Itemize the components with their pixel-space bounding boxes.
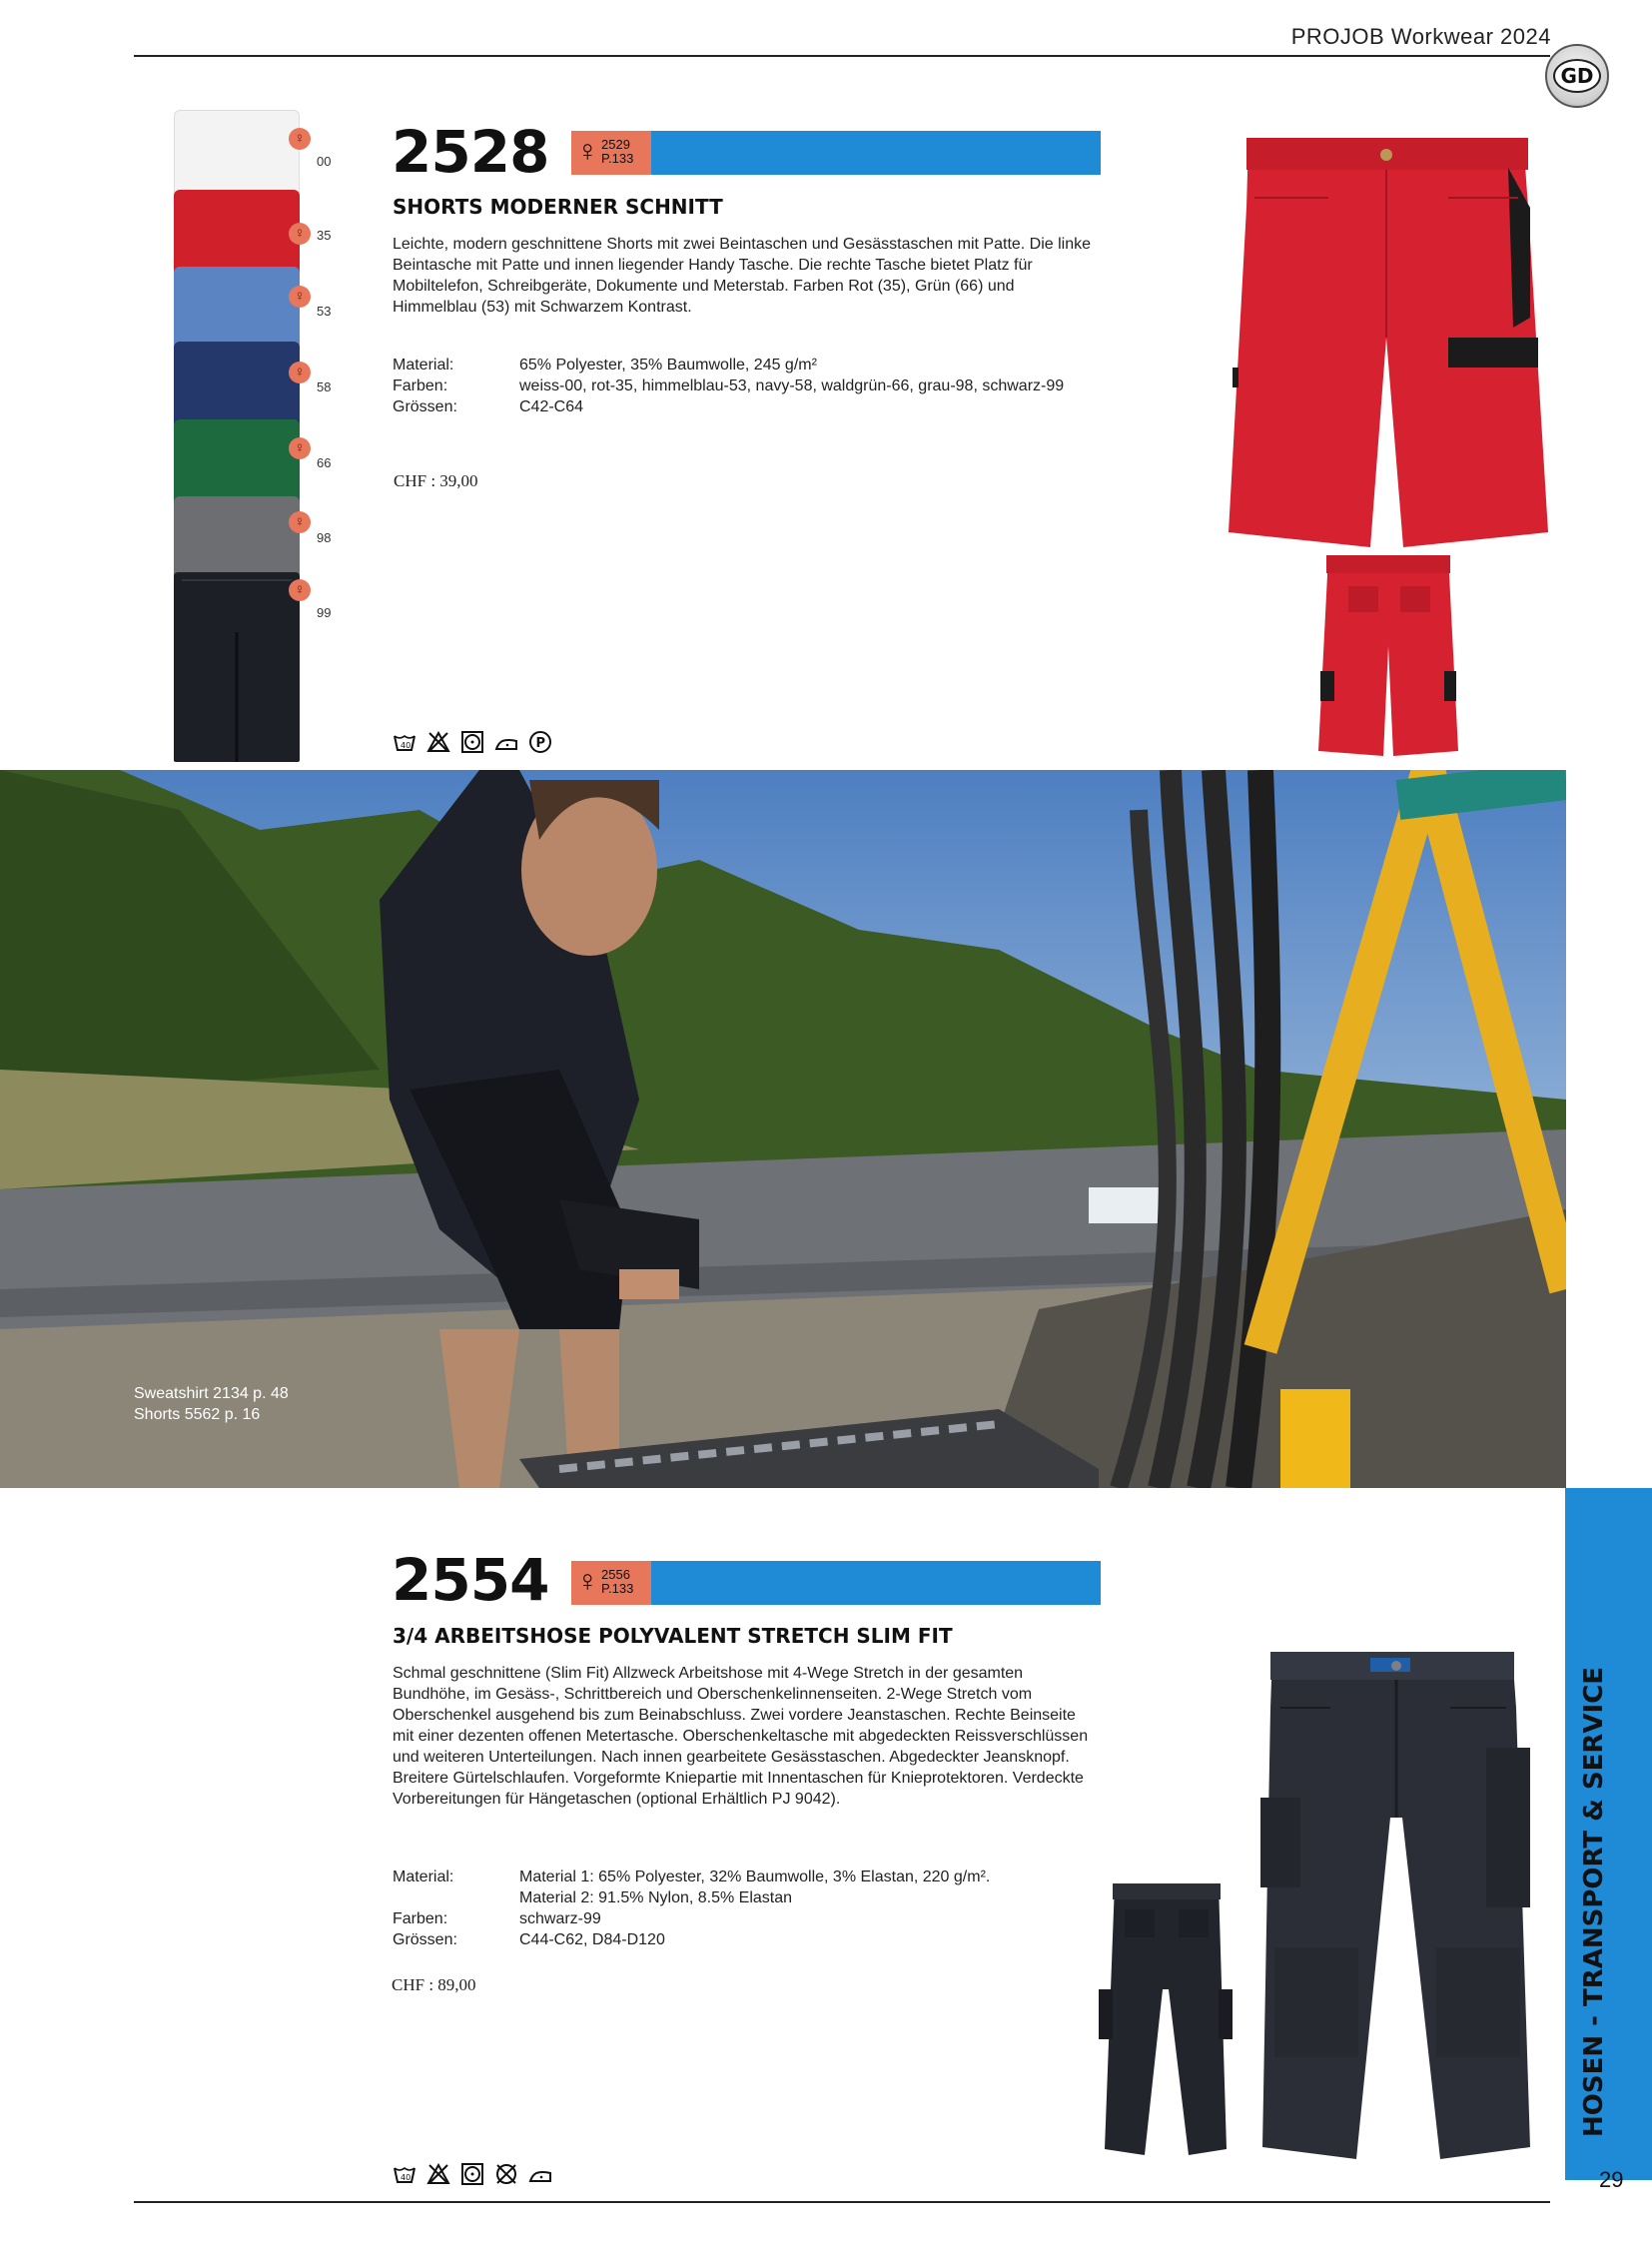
- product-title: SHORTS MODERNER SCHNITT: [393, 195, 723, 219]
- spec-row-sizes: Grössen: C42-C64: [393, 398, 584, 415]
- swatch-shorts-00: [174, 110, 300, 196]
- female-version-icon: ♀: [289, 511, 311, 533]
- swatch-code: 99: [317, 605, 332, 620]
- female-version-icon: ♀: [289, 437, 311, 459]
- product-specs: [393, 1867, 1112, 1950]
- product-description: Leichte, modern geschnittene Shorts mit zwei Beintaschen und Gesässtaschen mit Patte. Die linke Beintasche mit Patte und innen liegender Handy Tasche. Die rechte Tasche bietet Platz für Mobiltelefon, Schreibgeräte, Dokumente und Meterstab. Farben Rot (35), Grün (66) und Himmelblau (53) mit Schwarzem Kontrast.: [393, 236, 1092, 316]
- spec-row-colors: Farben: weiss-00, rot-35, himmelblau-53, navy-58, waldgrün-66, grau-98, schwarz-99: [393, 377, 1065, 394]
- professional-clean-p-icon: [528, 731, 552, 753]
- female-symbol-icon: ♀: [576, 1565, 599, 1598]
- product-title: 3/4 ARBEITSHOSE POLYVALENT STRETCH SLIM FIT: [393, 1624, 953, 1648]
- product-image-shorts-red-front: [1219, 128, 1558, 547]
- product-price: CHF : 89,00: [392, 1975, 476, 1994]
- swatch-code: 66: [317, 455, 332, 470]
- swatch-code: 53: [317, 304, 332, 319]
- spec-row-sizes: Grössen: C44-C62, D84-D120: [393, 1931, 665, 1948]
- female-version-badge: [571, 131, 651, 175]
- female-version-badge: [571, 1561, 651, 1605]
- swatch-code: 58: [317, 379, 332, 394]
- swatch-shorts-53: [174, 267, 300, 353]
- tumble-dry-icon: [460, 2163, 484, 2185]
- photo-scene: [0, 770, 1566, 1488]
- female-version-icon: ♀: [289, 286, 311, 308]
- product-price: CHF : 39,00: [394, 471, 478, 490]
- section-label: HOSEN - TRANSPORT & SERVICE: [1579, 1666, 1609, 2137]
- svg-text:40: 40: [401, 741, 412, 750]
- swatch-shorts-35: [174, 190, 300, 276]
- wash-40-icon: [393, 2163, 416, 2185]
- brand-logo: [1545, 44, 1609, 108]
- product-image-shorts-red-back: [1308, 551, 1468, 756]
- spec-row-colors: Farben: schwarz-99: [393, 1910, 601, 1927]
- female-version-icon: ♀: [289, 579, 311, 601]
- product-header-bar: [651, 131, 1101, 175]
- swatch-code: 00: [317, 154, 332, 169]
- spec-row-material: Material: Material 1: 65% Polyester, 32% Baumwolle, 3% Elastan, 220 g/m².: [393, 1868, 991, 1885]
- product-number: 2528: [392, 118, 549, 186]
- product-specs: [393, 355, 1112, 417]
- wash-40-icon: [393, 731, 416, 753]
- svg-text:40: 40: [401, 2173, 412, 2182]
- header-title: PROJOB Workwear 2024: [1290, 24, 1551, 49]
- spec-row-material: Material: 65% Polyester, 35% Baumwolle, 245 g/m²: [393, 357, 817, 374]
- svg-text:P: P: [535, 736, 546, 751]
- photo-caption: [134, 1383, 289, 1425]
- page-number: 29: [1599, 2167, 1624, 2192]
- product-image-trousers-back: [1099, 1879, 1235, 2159]
- product-header-bar: [651, 1561, 1101, 1605]
- female-version-ref: 2556 P.133: [601, 1567, 634, 1596]
- lifestyle-photo: [0, 770, 1566, 1488]
- iron-icon: [494, 731, 518, 753]
- female-version-icon: ♀: [289, 223, 311, 245]
- footer-divider: [134, 2201, 1550, 2203]
- spec-row-material-2: Material 2: 91.5% Nylon, 8.5% Elastan: [519, 1889, 793, 1906]
- female-version-ref: 2529 P.133: [601, 137, 634, 166]
- no-dry-clean-icon: [494, 2163, 518, 2185]
- swatch-code: 35: [317, 228, 332, 243]
- no-bleach-icon: [426, 2163, 450, 2185]
- swatch-shorts-99: [174, 572, 300, 762]
- product-description: Schmal geschnittene (Slim Fit) Allzweck Arbeitshose mit 4-Wege Stretch in der gesamten Bundhöhe, im Gesäss-, Schrittbereich und Oberschenkelinnenseiten. 2-Wege Stretch vom Oberschenkel ausgehend bis zum Beinabschluss. Zwei vordere Jeanstaschen. Rechte Beinseite mit einer dezenten offenen Metertasche. Oberschenkeltasche mit abgedeckten Reissverschlüssen und weiteren Unterteilungen. Nach innen gearbeitete Gesässtaschen. Abgedeckter Jeansknopf. Breitere Gürtelschlaufen. Vorgeformte Kniepartie mit Innentaschen für Knieprotektoren. Verdeckte Vorbereitungen für Hängetaschen (optional Erhältlich PJ 9042).: [393, 1665, 1089, 1808]
- iron-icon: [528, 2163, 552, 2185]
- swatch-code: 98: [317, 530, 332, 545]
- female-symbol-icon: ♀: [576, 135, 599, 168]
- no-bleach-icon: [426, 731, 450, 753]
- photo-caption-line: Shorts 5562 p. 16: [134, 1406, 261, 1423]
- brand-logo-mark: GD: [1553, 59, 1601, 93]
- care-symbols: [393, 2163, 552, 2185]
- tumble-dry-icon: [460, 731, 484, 753]
- header-divider: [134, 55, 1550, 57]
- shorts-leg-split: [174, 572, 300, 762]
- female-version-icon: ♀: [289, 362, 311, 383]
- photo-caption-line: Sweatshirt 2134 p. 48: [134, 1385, 289, 1402]
- product-number: 2554: [392, 1546, 549, 1614]
- female-version-icon: ♀: [289, 128, 311, 150]
- product-image-trousers-front: [1250, 1648, 1550, 2162]
- care-symbols: [393, 731, 552, 753]
